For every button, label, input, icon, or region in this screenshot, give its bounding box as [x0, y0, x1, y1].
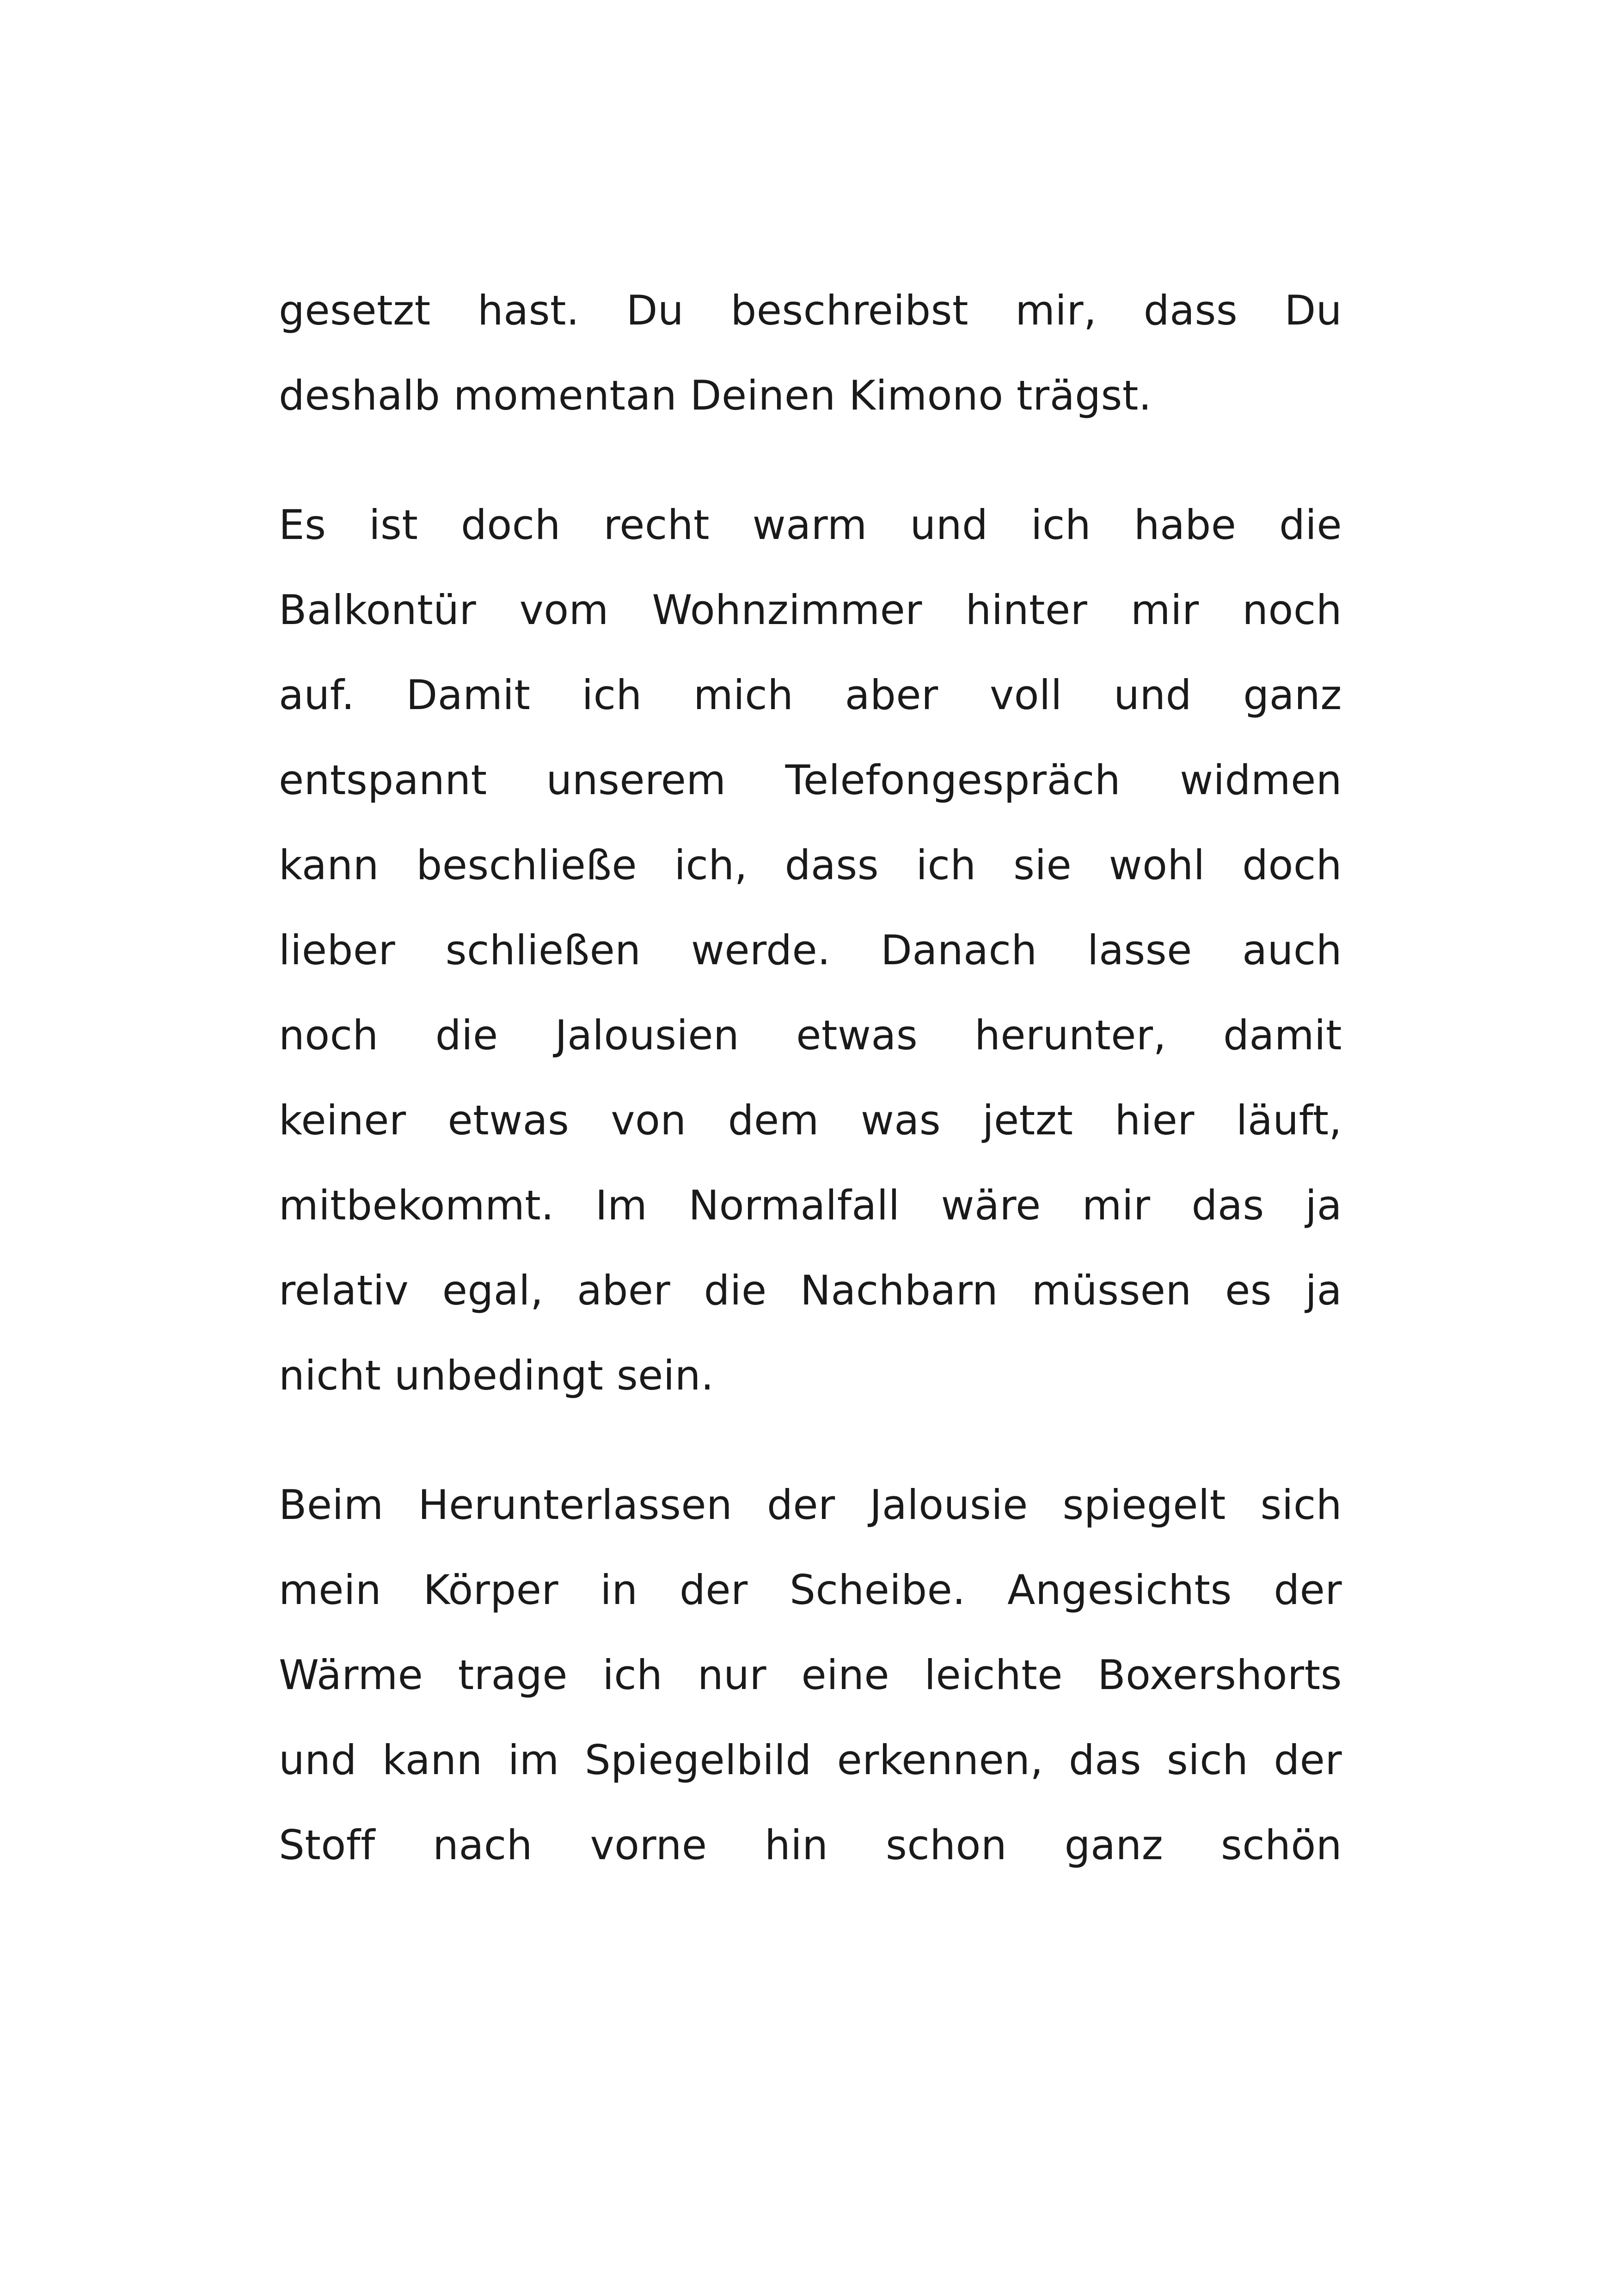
- text-line: Stoff nach vorne hin schon ganz schön: [279, 1821, 1342, 1869]
- text-line: Beim Herunterlassen der Jalousie spiegelt sich: [279, 1481, 1342, 1529]
- paragraph-2: [279, 483, 1342, 1418]
- text-line: auf. Damit ich mich aber voll und ganz: [279, 671, 1342, 719]
- text-line: Balkontür vom Wohnzimmer hinter mir noch: [279, 586, 1342, 634]
- text-line: mitbekommt. Im Normalfall wäre mir das ja: [279, 1182, 1342, 1229]
- text-line: deshalb momentan Deinen Kimono trägst.: [279, 372, 1152, 419]
- text-line: keiner etwas von dem was jetzt hier läuft,: [279, 1096, 1342, 1144]
- text-line: Wärme trage ich nur eine leichte Boxershorts: [279, 1651, 1342, 1699]
- text-line: kann beschließe ich, dass ich sie wohl doch: [279, 841, 1342, 889]
- paragraph-3: [279, 1463, 1342, 1888]
- text-line: relativ egal, aber die Nachbarn müssen es ja: [279, 1267, 1342, 1314]
- body-text: [279, 268, 1342, 1932]
- text-line: gesetzt hast. Du beschreibst mir, dass Du: [279, 287, 1342, 334]
- text-line: Es ist doch recht warm und ich habe die: [279, 501, 1342, 549]
- text-line: noch die Jalousien etwas herunter, damit: [279, 1011, 1342, 1059]
- paragraph-1: [279, 268, 1342, 438]
- text-line: nicht unbedingt sein.: [279, 1352, 714, 1399]
- text-line: entspannt unserem Telefongespräch widmen: [279, 756, 1342, 804]
- text-line: mein Körper in der Scheibe. Angesichts der: [279, 1566, 1342, 1614]
- text-line: lieber schließen werde. Danach lasse auch: [279, 926, 1342, 974]
- text-line: und kann im Spiegelbild erkennen, das sich der: [279, 1736, 1342, 1784]
